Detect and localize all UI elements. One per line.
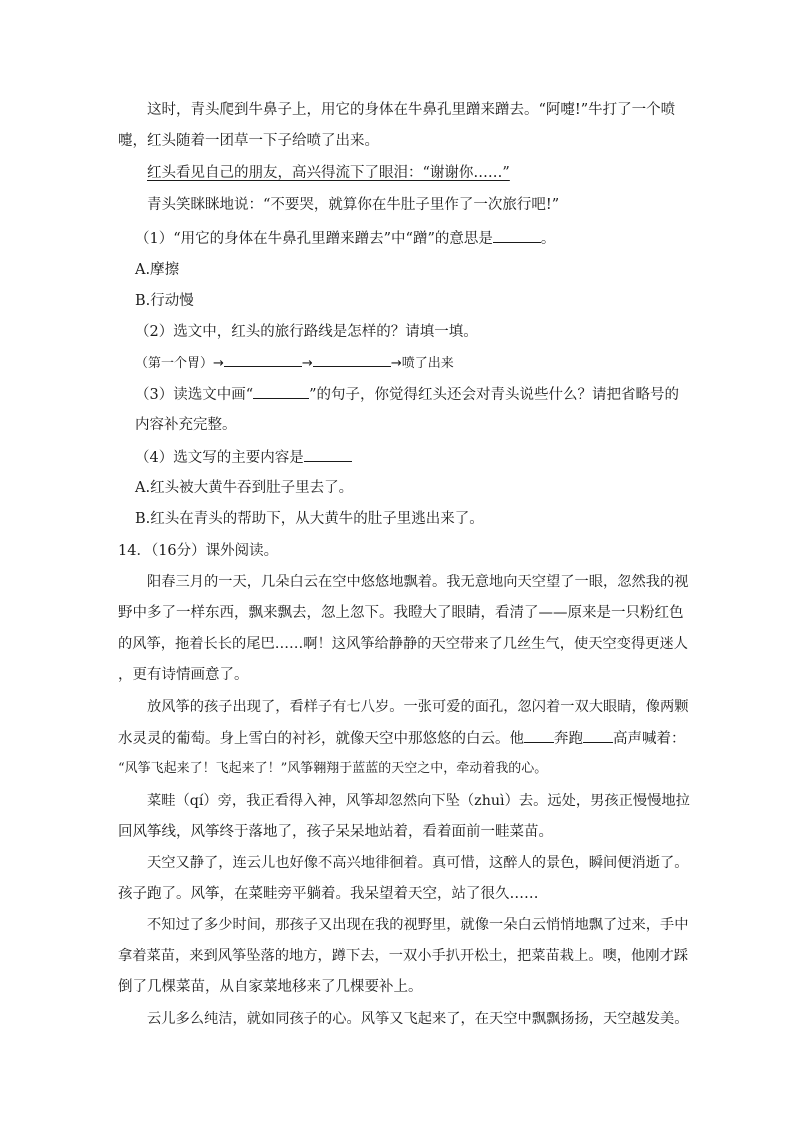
- question-2: （2）选文中，红头的旅行路线是怎样的？请填一填。: [135, 324, 478, 340]
- question-1: [135, 228, 555, 249]
- route-start: （第一个胃）: [135, 356, 214, 371]
- question-3: [135, 384, 679, 405]
- question-3-text-b: ”的句子，你觉得红头还会对青头说些什么？请把省略号的: [309, 387, 680, 403]
- question-14-title: 14．（16分）课外阅读。: [118, 543, 279, 559]
- answer-blank[interactable]: [224, 352, 302, 367]
- passage-a-line-1: 这时，青头爬到牛鼻子上，用它的身体在牛鼻孔里蹭来蹭去。“阿嚏!”牛打了一个喷: [147, 102, 676, 118]
- passage-b-p1-line-1: 阳春三月的一天，几朵白云在空中悠悠地飘着。我无意地向天空望了一眼，忽然我的视: [147, 574, 689, 590]
- answer-blank[interactable]: [493, 228, 541, 243]
- passage-b-p2-text-c: 高声喊着：: [613, 731, 686, 747]
- passage-b-p1-line-4: ，更有诗情画意了。: [118, 667, 249, 683]
- question-1-option-a: A.摩擦: [135, 262, 180, 278]
- arrow-icon: →: [390, 356, 402, 371]
- arrow-icon: →: [213, 356, 224, 371]
- passage-b-p6-line-1: 云儿多么纯洁，就如同孩子的心。风筝又飞起来了，在天空中飘飘扬扬，天空越发美。: [147, 1011, 689, 1027]
- passage-b-p1-line-3: 的风筝，拖着长长的尾巴……啊！这风筝给静静的天空带来了几丝生气，使天空变得更迷人: [118, 636, 689, 652]
- passage-b-p2-text-b: 奔跑: [554, 731, 583, 747]
- passage-b-p3-line-2: 回风筝线，风筝终于落地了，孩子呆呆地站着，看着面前一畦菜苗。: [118, 824, 553, 840]
- passage-b-p3-line-1: 菜畦（qí）旁，我正看得入神，风筝却忽然向下坠（zhuì）去。远处，男孩正慢慢地拉: [147, 793, 690, 809]
- answer-blank[interactable]: [253, 384, 309, 399]
- passage-b-p2-line-3: “风筝飞起来了！飞起来了！”风筝翱翔于蓝蓝的天空之中，牵动着我的心。: [118, 761, 548, 776]
- question-4: [135, 447, 352, 468]
- question-4-option-b: B.红头在青头的帮助下，从大黄牛的肚子里逃出来了。: [135, 511, 484, 527]
- passage-b-p2-text-a: 水灵灵的葡萄。身上雪白的衬衫，就像天空中那悠悠的白云。他: [118, 731, 524, 747]
- question-2-route: [135, 352, 454, 374]
- passage-b-p5-line-1: 不知过了多少时间，那孩子又出现在我的视野里，就像一朵白云悄悄地飘了过来，手中: [147, 917, 689, 933]
- passage-b-p4-line-2: 孩子跑了。风筝，在菜畦旁平躺着。我呆望着天空，站了很久……: [118, 886, 539, 902]
- answer-blank[interactable]: [304, 447, 352, 462]
- question-4-option-a: A.红头被大黄牛吞到肚子里去了。: [135, 480, 354, 496]
- passage-b-p2-line-1: 放风筝的孩子出现了，看样子有七八岁。一张可爱的面孔，忽闪着一双大眼睛，像两颗: [147, 699, 689, 715]
- question-3-line-2: 内容补充完整。: [135, 417, 237, 433]
- passage-b-p1-line-2: 野中多了一样东西，飘来飘去，忽上忽下。我瞪大了眼睛，看清了——原来是一只粉红色: [118, 605, 684, 621]
- answer-blank[interactable]: [583, 728, 613, 743]
- question-3-text-a: （3）读选文中画“: [135, 387, 254, 403]
- route-end: 喷了出来: [401, 356, 454, 371]
- question-1-option-b: B.行动慢: [135, 293, 194, 309]
- passage-a-underlined-sentence: 红头看见自己的朋友，高兴得流下了眼泪：“谢谢你……”: [147, 165, 510, 181]
- answer-blank[interactable]: [313, 352, 391, 367]
- question-4-text: （4）选文写的主要内容是: [135, 450, 304, 466]
- answer-blank[interactable]: [524, 728, 554, 743]
- question-1-text: （1）“用它的身体在牛鼻孔里蹭来蹭去”中“蹭”的意思是: [135, 231, 493, 247]
- passage-b-p4-line-1: 天空又静了，连云儿也好像不高兴地徘徊着。真可惜，这醉人的景色，瞬间便消逝了。: [147, 855, 689, 871]
- passage-a-line-4: 青头笑眯眯地说：“不要哭，就算你在牛肚子里作了一次旅行吧!”: [147, 197, 560, 213]
- passage-b-p5-line-3: 倒了几棵菜苗，从自家菜地移来了几棵要补上。: [118, 979, 423, 995]
- passage-a-line-2: 嚏，红头随着一团草一下子给喷了出来。: [118, 133, 379, 149]
- question-1-end: 。: [540, 231, 556, 247]
- arrow-icon: →: [301, 356, 313, 371]
- passage-b-p2-line-2: [118, 728, 686, 749]
- passage-b-p5-line-2: 拿着菜苗，来到风筝坠落的地方，蹲下去，一双小手扒开松土，把菜苗栽上。噢，他刚才踩: [118, 948, 689, 964]
